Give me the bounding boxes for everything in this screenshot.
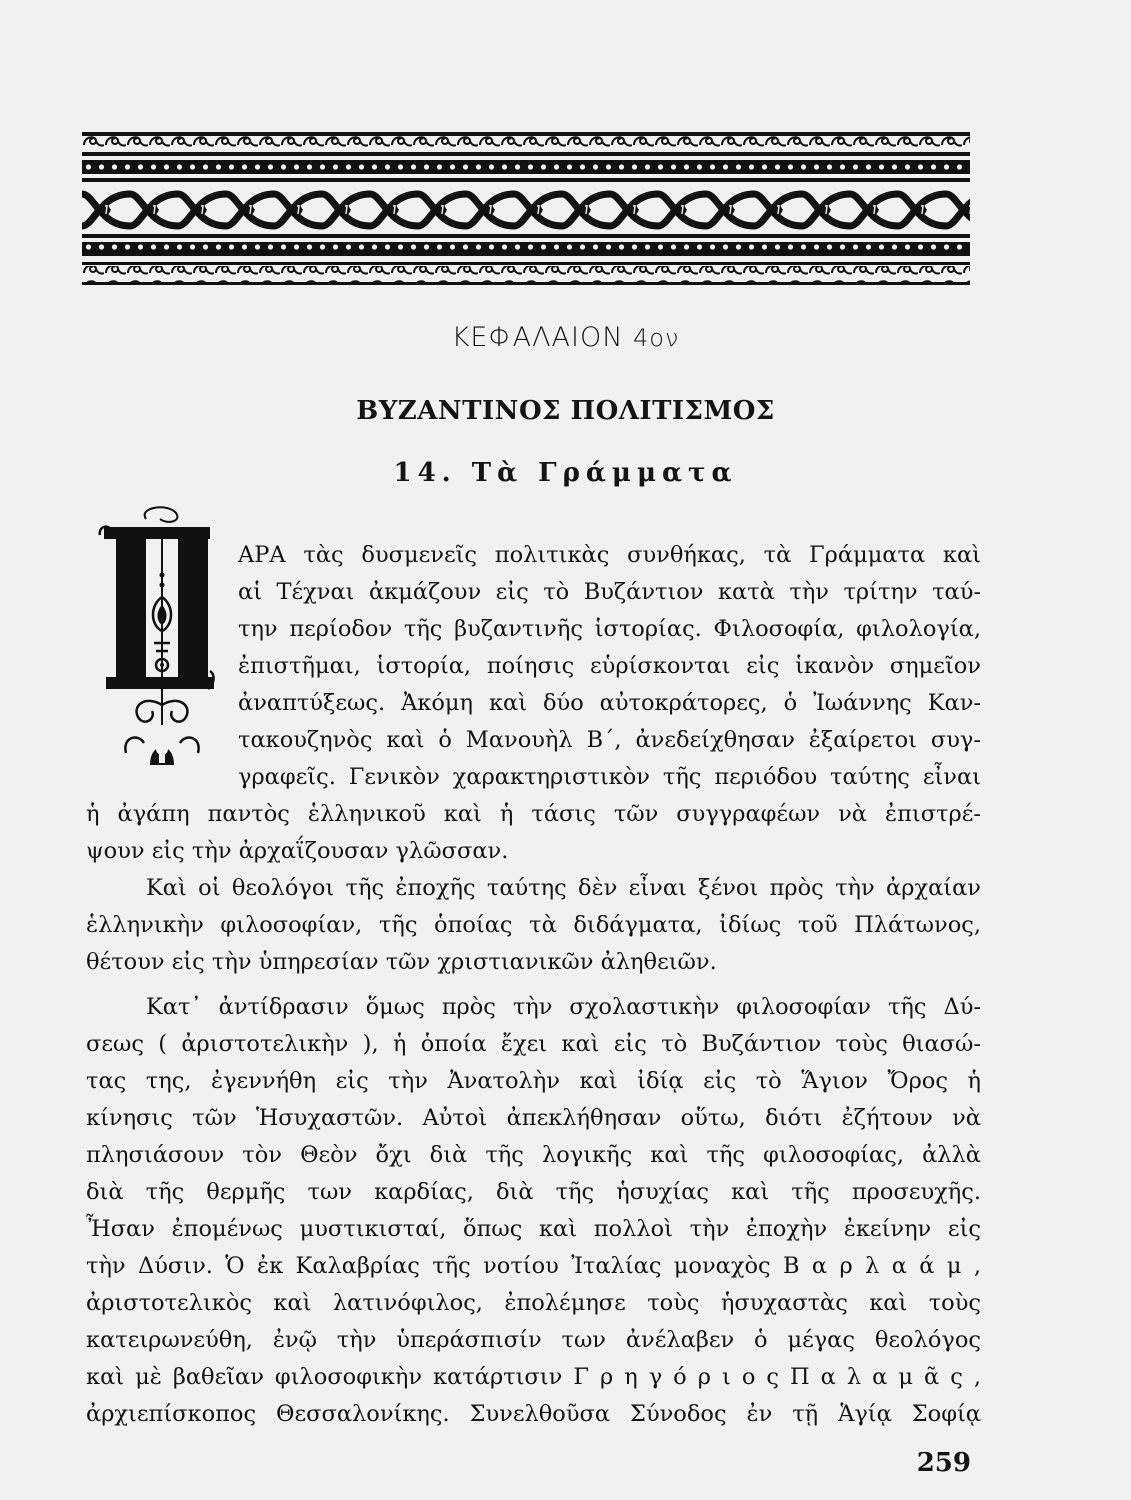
text-line: Κατ᾽ ἀντίδρασιν ὅμως πρὸς τὴν σχολαστικὴν φιλοσοφίαν τῆς Δύ- [146, 994, 981, 1020]
text-line: ἡ ἀγάπη παντὸς ἑλληνικοῦ καὶ ἡ τάσις τῶν συγγραφέων νὰ ἐπιστρέ- [86, 801, 981, 827]
page-number: 259 [916, 1448, 971, 1478]
text-line: ἀριστοτελικὸς καὶ λατινόφιλος, ἐπολέμησε τοὺς ἡσυχαστὰς καὶ τοὺς [86, 1290, 981, 1316]
text-line: Ἦσαν ἐπομένως μυστικισταί, ὅπως καὶ πολλοὶ τὴν ἐποχὴν ἐκείνην εἰς [86, 1216, 981, 1242]
text-line: σεως ( ἀριστοτελικὴν ), ἡ ὁποία ἔχει καὶ εἰς τὸ Βυζάντιον τοὺς θιασώ- [86, 1031, 981, 1057]
text-line: θέτουν εἰς τὴν ὑπηρεσίαν τῶν χριστιανικῶν ἀληθειῶν. [86, 949, 717, 975]
text-line: αἱ Τέχναι ἀκμάζουν εἰς τὸ Βυζάντιον κατὰ τὴν τρίτην ταύ- [238, 579, 981, 605]
text-line: ἐπιστῆμαι, ἱστορία, ποίησις εὑρίσκονται εἰς ἱκανὸν σημεῖον [238, 653, 981, 679]
text-line: γραφεῖς. Γενικὸν χαρακτηριστικὸν τῆς περιόδου ταύτης εἶναι [238, 764, 981, 790]
text-line: ΑΡΑ τὰς δυσμενεῖς πολιτικὰς συνθήκας, τὰ Γράμματα καὶ [238, 542, 981, 568]
text-line: τὴν Δύσιν. Ὁ ἐκ Καλαβρίας τῆς νοτίου Ἰταλίας μοναχὸς Β α ρ λ α ά μ , [86, 1253, 981, 1279]
chapter-title: ΒΥΖΑΝΤΙΝΟΣ ΠΟΛΙΤΙΣΜΟΣ [356, 396, 775, 426]
text-line: ἑλληνικὴν φιλοσοφίαν, τῆς ὁποίας τὰ διδάγματα, ἰδίως τοῦ Πλάτωνος, [86, 912, 981, 938]
text-line: ἀναπτύξεως. Ἀκόμη καὶ δύο αὐτοκράτορες, ὁ Ἰωάννης Καν- [238, 690, 981, 716]
text-line: Καὶ οἱ θεολόγοι τῆς ἐποχῆς ταύτης δὲν εἶναι ξένοι πρὸς τὴν ἀρχαίαν [146, 875, 981, 901]
drop-cap-letter: Π [157, 654, 159, 656]
drop-cap-initial [98, 505, 216, 773]
text-line: ψουν εἰς τὴν ἀρχαΐζουσαν γλῶσσαν. [86, 838, 509, 864]
chapter-label: ΚΕΦΑΛΑΙΟΝ [451, 322, 624, 353]
ornamental-header-band [82, 132, 970, 290]
text-line: τας της, ἐγεννήθη εἰς τὴν Ἀνατολὴν καὶ ἰδίᾳ εἰς τὸ Ἅγιον Ὄρος ἡ [86, 1068, 981, 1094]
chapter-heading [0, 322, 1131, 353]
section-title: 14. Τὰ Γράμματα [393, 458, 738, 488]
text-line: την περίοδον τῆς βυζαντινῆς ἱστορίας. Φιλοσοφία, φιλολογία, [238, 616, 981, 642]
text-line: πλησιάσουν τὸν Θεὸν ὄχι διὰ τῆς λογικῆς καὶ τῆς φιλοσοφίας, ἀλλὰ [86, 1142, 981, 1168]
text-line: ἀρχιεπίσκοπος Θεσσαλονίκης. Συνελθοῦσα Σύνοδος ἐν τῇ Ἁγίᾳ Σοφίᾳ [86, 1401, 981, 1427]
text-line: καὶ μὲ βαθεῖαν φιλοσοφικὴν κατάρτισιν Γ ρ η γ ό ρ ι ο ς Π α λ α μ ᾶ ς , [86, 1364, 981, 1390]
text-line: κίνησις τῶν Ἡσυχαστῶν. Αὐτοὶ ἀπεκλήθησαν οὕτω, διότι ἐζήτουν νὰ [86, 1105, 981, 1131]
text-line: διὰ τῆς θερμῆς των καρδίας, διὰ τῆς ἡσυχίας καὶ τῆς προσευχῆς. [86, 1179, 981, 1205]
text-line: τακουζηνὸς καὶ ὁ Μανουὴλ Β΄, ἀνεδείχθησαν ἐξαίρετοι συγ- [238, 727, 981, 753]
text-line: κατειρωνεύθη, ἐνῷ τὴν ὑπεράσπισίν των ἀνέλαβεν ὁ μέγας θεολόγος [86, 1327, 981, 1353]
chapter-number: 4ον [633, 324, 680, 352]
